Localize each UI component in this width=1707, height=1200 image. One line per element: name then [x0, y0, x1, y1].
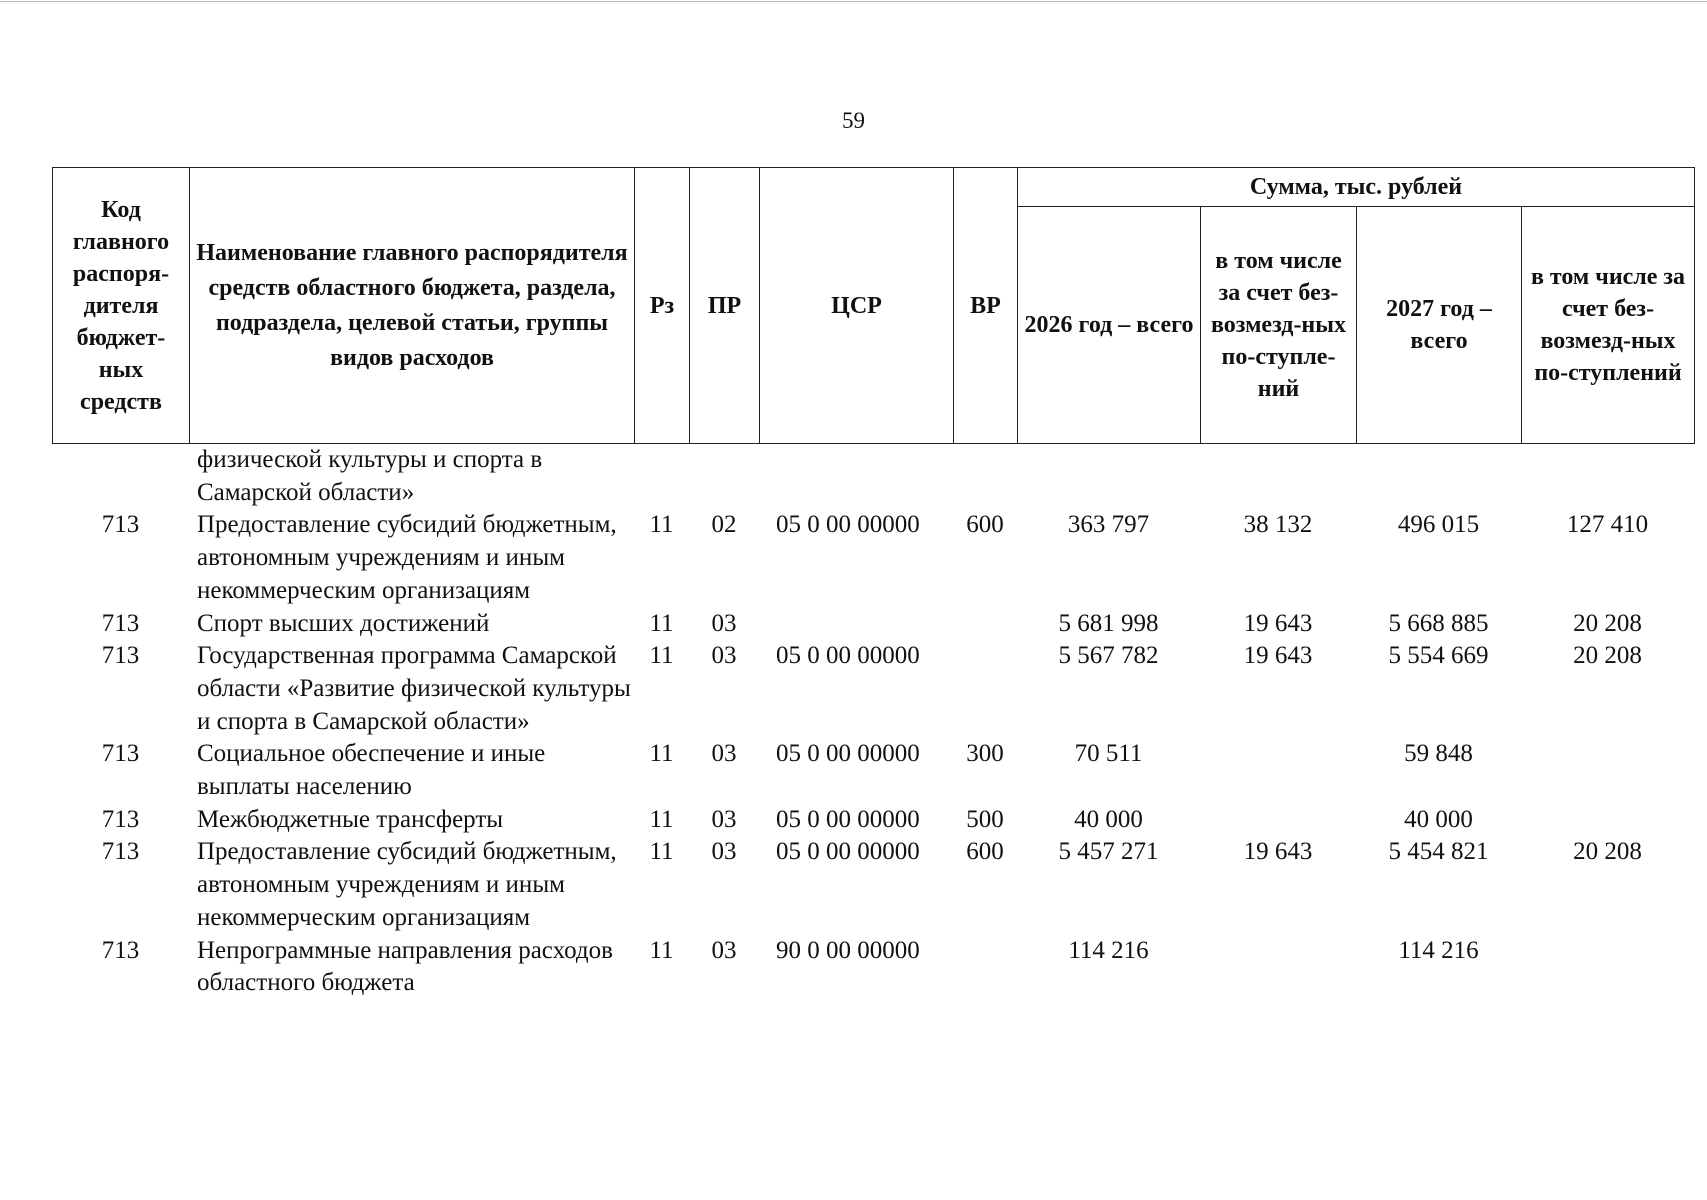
table-row [52, 509, 1694, 607]
cell-2027-grants [1521, 444, 1694, 509]
cell-csr: 05 0 00 00000 [776, 511, 920, 539]
cell-code: 713 [101, 805, 140, 833]
cell-2026-grants: 19 643 [1243, 838, 1313, 866]
header-csr: ЦСР [760, 168, 954, 444]
cell-csr [759, 444, 953, 509]
cell-pr [689, 444, 759, 509]
cell-code: 713 [101, 936, 140, 964]
cell-code: 713 [101, 511, 140, 539]
header-pr: ПР [690, 168, 760, 444]
cell-2027-grants [1521, 935, 1694, 1000]
table-row [52, 444, 1694, 509]
cell-vr [953, 935, 1017, 1000]
cell-code [52, 444, 189, 509]
cell-2026-grants: 38 132 [1243, 511, 1313, 539]
page-number: 59 [842, 108, 865, 133]
cell-rz: 11 [649, 838, 674, 866]
cell-2027-grants [1521, 804, 1694, 837]
table-row [52, 738, 1694, 803]
cell-pr: 03 [711, 805, 737, 833]
cell-name: Государственная программа Самарской области «Развитие физической культуры и спорта в Самарской области» [197, 642, 631, 735]
cell-pr: 03 [711, 740, 737, 768]
cell-code: 713 [101, 609, 140, 637]
cell-2027-total: 5 554 669 [1388, 642, 1489, 670]
cell-code: 713 [101, 642, 140, 670]
cell-csr: 05 0 00 00000 [776, 740, 920, 768]
table-row [52, 836, 1694, 934]
cell-2027-grants: 20 208 [1573, 609, 1642, 637]
header-rz: Рз [635, 168, 690, 444]
cell-vr: 500 [966, 805, 1004, 833]
cell-name: Предоставление субсидий бюджетным, автономным учреждениям и иным некоммерческим организациям [197, 838, 617, 931]
cell-name: Межбюджетные трансферты [197, 805, 504, 833]
header-2027-grants: в том числе за счет без-возмезд-ных по-ступлений [1522, 207, 1695, 444]
cell-vr [953, 444, 1017, 509]
table-row [52, 608, 1694, 641]
cell-name: Социальное обеспечение и иные выплаты населению [197, 740, 546, 801]
header-2026-total: 2026 год – всего [1018, 207, 1201, 444]
cell-rz: 11 [649, 511, 674, 539]
cell-csr [759, 608, 953, 641]
cell-2026-grants [1200, 935, 1356, 1000]
cell-rz: 11 [649, 642, 674, 670]
header-2027-total: 2027 год – всего [1357, 207, 1522, 444]
cell-2026-grants [1200, 444, 1356, 509]
cell-2027-grants: 20 208 [1573, 642, 1642, 670]
cell-2027-total: 114 216 [1398, 936, 1479, 964]
cell-2026-total: 5 457 271 [1058, 838, 1159, 866]
header-code: Код главного распоря-дителя бюджет-ных средств [53, 168, 190, 444]
cell-csr: 05 0 00 00000 [776, 805, 920, 833]
cell-name: Предоставление субсидий бюджетным, автономным учреждениям и иным некоммерческим организациям [197, 511, 617, 604]
cell-2026-total [1017, 444, 1200, 509]
cell-vr [953, 640, 1017, 738]
cell-2027-grants [1521, 738, 1694, 803]
cell-pr: 03 [711, 936, 737, 964]
cell-vr: 300 [966, 740, 1004, 768]
cell-pr: 03 [711, 838, 737, 866]
cell-pr: 03 [711, 609, 737, 637]
header-2026-grants: в том числе за счет без-возмезд-ных по-ступле-ний [1201, 207, 1357, 444]
cell-name: Спорт высших достижений [197, 609, 490, 637]
cell-code: 713 [101, 838, 140, 866]
cell-csr: 05 0 00 00000 [776, 838, 920, 866]
cell-2026-total: 114 216 [1068, 936, 1149, 964]
table-row [52, 804, 1694, 837]
cell-2027-grants: 20 208 [1573, 838, 1642, 866]
cell-2027-total: 40 000 [1404, 805, 1473, 833]
cell-2026-grants: 19 643 [1243, 609, 1313, 637]
cell-2027-total: 496 015 [1397, 511, 1480, 539]
table-body [52, 444, 1694, 1000]
cell-pr: 03 [711, 642, 737, 670]
cell-2026-total: 363 797 [1067, 511, 1150, 539]
header-name: Наименование главного распорядителя средств областного бюджета, раздела, подраздела, целевой статьи, группы видов расходов [190, 168, 635, 444]
cell-2027-total: 5 454 821 [1388, 838, 1489, 866]
cell-vr [953, 608, 1017, 641]
cell-rz: 11 [649, 609, 674, 637]
cell-rz: 11 [649, 936, 674, 964]
cell-csr: 05 0 00 00000 [776, 642, 920, 670]
cell-code: 713 [101, 740, 140, 768]
cell-pr: 02 [711, 511, 737, 539]
cell-2026-grants [1200, 804, 1356, 837]
header-sum: Сумма, тыс. рублей [1018, 168, 1695, 207]
cell-2026-grants: 19 643 [1243, 642, 1313, 670]
cell-2027-total: 59 848 [1404, 740, 1473, 768]
page-top-edge [0, 1, 1707, 2]
cell-rz: 11 [649, 740, 674, 768]
header-vr: ВР [954, 168, 1018, 444]
cell-2026-total: 70 511 [1074, 740, 1143, 768]
cell-2026-total: 40 000 [1074, 805, 1143, 833]
cell-rz: 11 [649, 805, 674, 833]
cell-2026-total: 5 681 998 [1058, 609, 1159, 637]
cell-name: физической культуры и спорта в Самарской области» [197, 446, 543, 506]
cell-2027-total: 5 668 885 [1388, 609, 1489, 637]
table-row [52, 935, 1694, 1000]
cell-2026-total: 5 567 782 [1058, 642, 1159, 670]
table-row [52, 640, 1694, 738]
cell-2027-grants: 127 410 [1566, 511, 1649, 539]
table-header [52, 167, 1695, 444]
cell-csr: 90 0 00 00000 [776, 936, 920, 964]
cell-vr: 600 [966, 511, 1004, 539]
cell-rz [634, 444, 689, 509]
cell-2027-total [1356, 444, 1521, 509]
cell-name: Непрограммные направления расходов областного бюджета [197, 936, 613, 997]
cell-vr: 600 [966, 838, 1004, 866]
cell-2026-grants [1200, 738, 1356, 803]
